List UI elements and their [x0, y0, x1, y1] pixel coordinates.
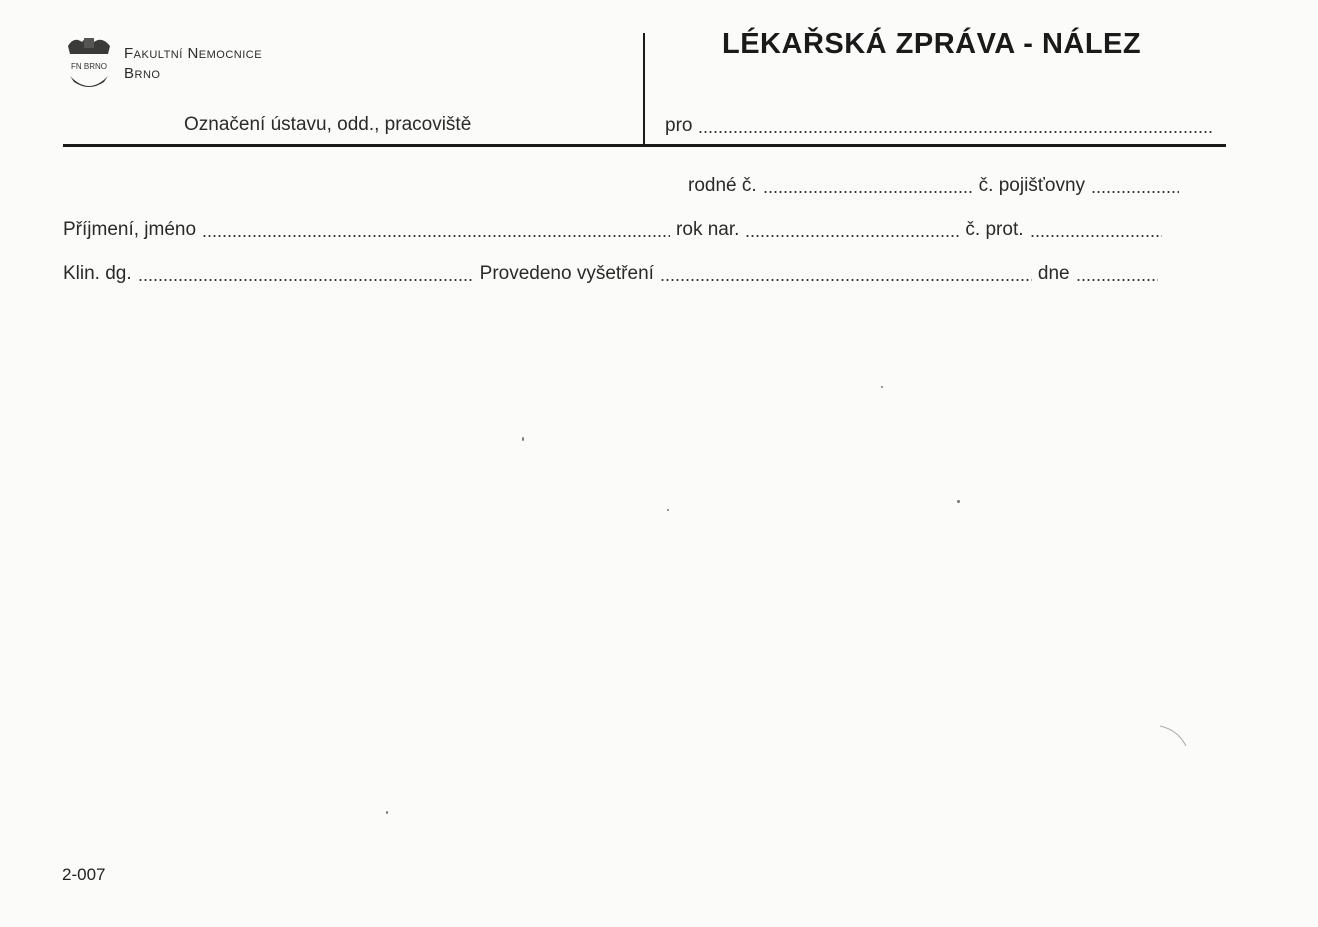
- for-label: pro: [665, 115, 693, 136]
- diagnosis-row[interactable]: [63, 263, 1164, 285]
- birth-number-label: rodné č.: [688, 175, 757, 196]
- surname-name-label: Příjmení, jméno: [63, 219, 197, 240]
- birth-number-field[interactable]: [688, 175, 1185, 197]
- birth-year-dotted-line[interactable]: [745, 235, 959, 237]
- clinical-diagnosis-dotted-line[interactable]: [138, 279, 474, 281]
- scan-speck: [667, 509, 669, 511]
- institution-line-1: Fakultní Nemocnice: [124, 45, 263, 62]
- insurance-number-dotted-line[interactable]: [1091, 191, 1179, 193]
- institution-name: [124, 44, 262, 84]
- insurance-number-label: č. pojišťovny: [978, 175, 1086, 196]
- birth-number-dotted-line[interactable]: [763, 191, 973, 193]
- patient-row[interactable]: [63, 219, 1168, 241]
- institution-line-2: Brno: [124, 65, 161, 82]
- birth-year-label: rok nar.: [676, 219, 740, 240]
- scan-speck: [957, 500, 960, 503]
- surname-name-dotted-line[interactable]: [202, 235, 670, 237]
- protocol-number-label: č. prot.: [965, 219, 1024, 240]
- protocol-number-dotted-line[interactable]: [1030, 235, 1162, 237]
- examination-label: Provedeno vyšetření: [479, 263, 654, 284]
- header-divider: [643, 33, 645, 145]
- scan-speck: [881, 386, 883, 388]
- logo-text: FN BRNO: [71, 62, 107, 71]
- scan-mark: [1158, 722, 1188, 750]
- scan-speck: [522, 437, 524, 441]
- date-dotted-line[interactable]: [1076, 279, 1158, 281]
- form-code: 2-007: [62, 865, 106, 884]
- examination-dotted-line[interactable]: [660, 279, 1032, 281]
- for-dotted-line[interactable]: [698, 131, 1213, 133]
- clinical-diagnosis-label: Klin. dg.: [63, 263, 132, 284]
- for-field[interactable]: [665, 115, 1219, 137]
- header-rule: [63, 144, 1226, 147]
- page-title: LÉKAŘSKÁ ZPRÁVA - NÁLEZ: [722, 28, 1142, 60]
- date-label: dne: [1037, 263, 1070, 284]
- department-label: Označení ústavu, odd., pracoviště: [184, 114, 472, 135]
- scan-speck: [386, 811, 388, 814]
- hospital-logo-icon: [64, 32, 114, 92]
